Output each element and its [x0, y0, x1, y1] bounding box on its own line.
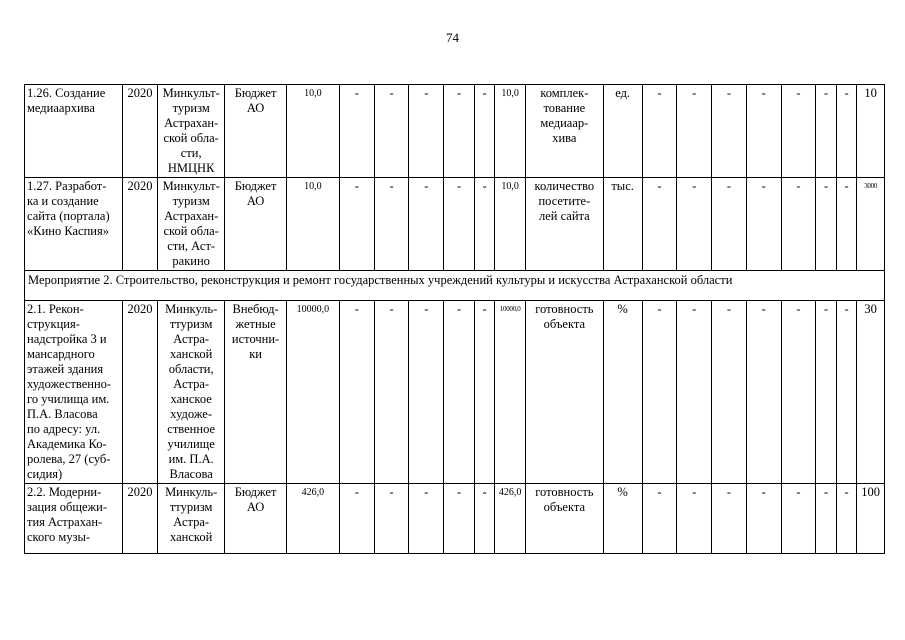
- amount-total-cell: 10,0: [286, 178, 339, 271]
- amount-total-cell: 426,0: [286, 484, 339, 554]
- dash-cell: -: [746, 301, 781, 484]
- dash-cell: -: [474, 484, 494, 554]
- dash-cell: -: [409, 301, 444, 484]
- executor-cell: Минкуль- ттуризм Астра- ханской: [157, 484, 224, 554]
- dash-cell: -: [677, 484, 712, 554]
- funding-source-cell: Внебюд- жетные источни- ки: [225, 301, 286, 484]
- dash-cell: -: [836, 85, 856, 178]
- dash-cell: -: [712, 178, 747, 271]
- dash-cell: -: [339, 301, 374, 484]
- measure-name: 1.27. Разработ- ка и создание сайта (портала) «Кино Каспия»: [25, 178, 123, 271]
- dash-cell: -: [712, 85, 747, 178]
- amount-total-cell: 10000,0: [286, 301, 339, 484]
- dash-cell: -: [374, 484, 409, 554]
- target-2020-cell: 30: [857, 301, 885, 484]
- table-row: [25, 178, 885, 271]
- executor-cell: Минкульт- туризм Астрахан- ской обла- сти, Аст- ракино: [157, 178, 224, 271]
- dash-cell: -: [642, 178, 677, 271]
- dash-cell: -: [677, 178, 712, 271]
- dash-cell: -: [781, 301, 816, 484]
- table-row: [25, 484, 885, 554]
- amount-total-cell: 10,0: [286, 85, 339, 178]
- funding-source-cell: Бюджет АО: [225, 484, 286, 554]
- dash-cell: -: [746, 85, 781, 178]
- dash-cell: -: [836, 301, 856, 484]
- dash-cell: -: [409, 178, 444, 271]
- dash-cell: -: [816, 85, 836, 178]
- dash-cell: -: [642, 301, 677, 484]
- dash-cell: -: [816, 301, 836, 484]
- dash-cell: -: [746, 178, 781, 271]
- dash-cell: -: [642, 484, 677, 554]
- dash-cell: -: [374, 85, 409, 178]
- amount-2020-cell: 426,0: [495, 484, 526, 554]
- dash-cell: -: [444, 301, 475, 484]
- dash-cell: -: [339, 484, 374, 554]
- unit-cell: %: [603, 484, 642, 554]
- measure-name: 2.1. Рекон- струкция- надстройка 3 и мансардного этажей здания художественно- го училища им. П.А. Власова по адресу: ул. Академика Ко- ролева, 27 (суб- сидия): [25, 301, 123, 484]
- year-cell: 2020: [123, 85, 158, 178]
- dash-cell: -: [677, 85, 712, 178]
- target-2020-cell: 3000: [857, 178, 885, 271]
- target-2020-cell: 10: [857, 85, 885, 178]
- dash-cell: -: [374, 301, 409, 484]
- dash-cell: -: [409, 85, 444, 178]
- dash-cell: -: [781, 85, 816, 178]
- unit-cell: тыс.: [603, 178, 642, 271]
- dash-cell: -: [474, 85, 494, 178]
- year-cell: 2020: [123, 484, 158, 554]
- dash-cell: -: [781, 484, 816, 554]
- indicator-cell: готовность объекта: [526, 301, 604, 484]
- indicator-cell: комплек- тование медиаар- хива: [526, 85, 604, 178]
- amount-2020-cell: 10000,0: [495, 301, 526, 484]
- dash-cell: -: [642, 85, 677, 178]
- dash-cell: -: [836, 484, 856, 554]
- executor-cell: Минкуль- ттуризм Астра- ханской области, Астра- ханское художе- ственное училище им. П.А. Власова: [157, 301, 224, 484]
- dash-cell: -: [746, 484, 781, 554]
- dash-cell: -: [409, 484, 444, 554]
- unit-cell: %: [603, 301, 642, 484]
- dash-cell: -: [836, 178, 856, 271]
- amount-2020-cell: 10,0: [495, 85, 526, 178]
- event-title: Мероприятие 2. Строительство, реконструкция и ремонт государственных учреждений культуры и искусства Астраханской области: [25, 271, 885, 301]
- dash-cell: -: [374, 178, 409, 271]
- funding-source-cell: Бюджет АО: [225, 178, 286, 271]
- dash-cell: -: [474, 301, 494, 484]
- measure-name: 2.2. Модерни- зация общежи- тия Астрахан- ского музы-: [25, 484, 123, 554]
- page-number: 74: [446, 30, 459, 45]
- table-row: [25, 301, 885, 484]
- dash-cell: -: [444, 178, 475, 271]
- indicator-cell: готовность объекта: [526, 484, 604, 554]
- funding-source-cell: Бюджет АО: [225, 85, 286, 178]
- dash-cell: -: [677, 301, 712, 484]
- dash-cell: -: [712, 301, 747, 484]
- indicator-cell: количество посетите- лей сайта: [526, 178, 604, 271]
- dash-cell: -: [712, 484, 747, 554]
- table-row: [25, 85, 885, 178]
- dash-cell: -: [339, 178, 374, 271]
- dash-cell: -: [444, 484, 475, 554]
- amount-2020-cell: 10,0: [495, 178, 526, 271]
- dash-cell: -: [474, 178, 494, 271]
- dash-cell: -: [781, 178, 816, 271]
- dash-cell: -: [444, 85, 475, 178]
- measure-name: 1.26. Создание медиаархива: [25, 85, 123, 178]
- year-cell: 2020: [123, 178, 158, 271]
- unit-cell: ед.: [603, 85, 642, 178]
- target-2020-cell: 100: [857, 484, 885, 554]
- dash-cell: -: [816, 484, 836, 554]
- dash-cell: -: [339, 85, 374, 178]
- year-cell: 2020: [123, 301, 158, 484]
- program-table: [24, 84, 885, 554]
- event-row: [25, 271, 885, 301]
- executor-cell: Минкульт- туризм Астрахан- ской обла- сти, НМЦНК: [157, 85, 224, 178]
- dash-cell: -: [816, 178, 836, 271]
